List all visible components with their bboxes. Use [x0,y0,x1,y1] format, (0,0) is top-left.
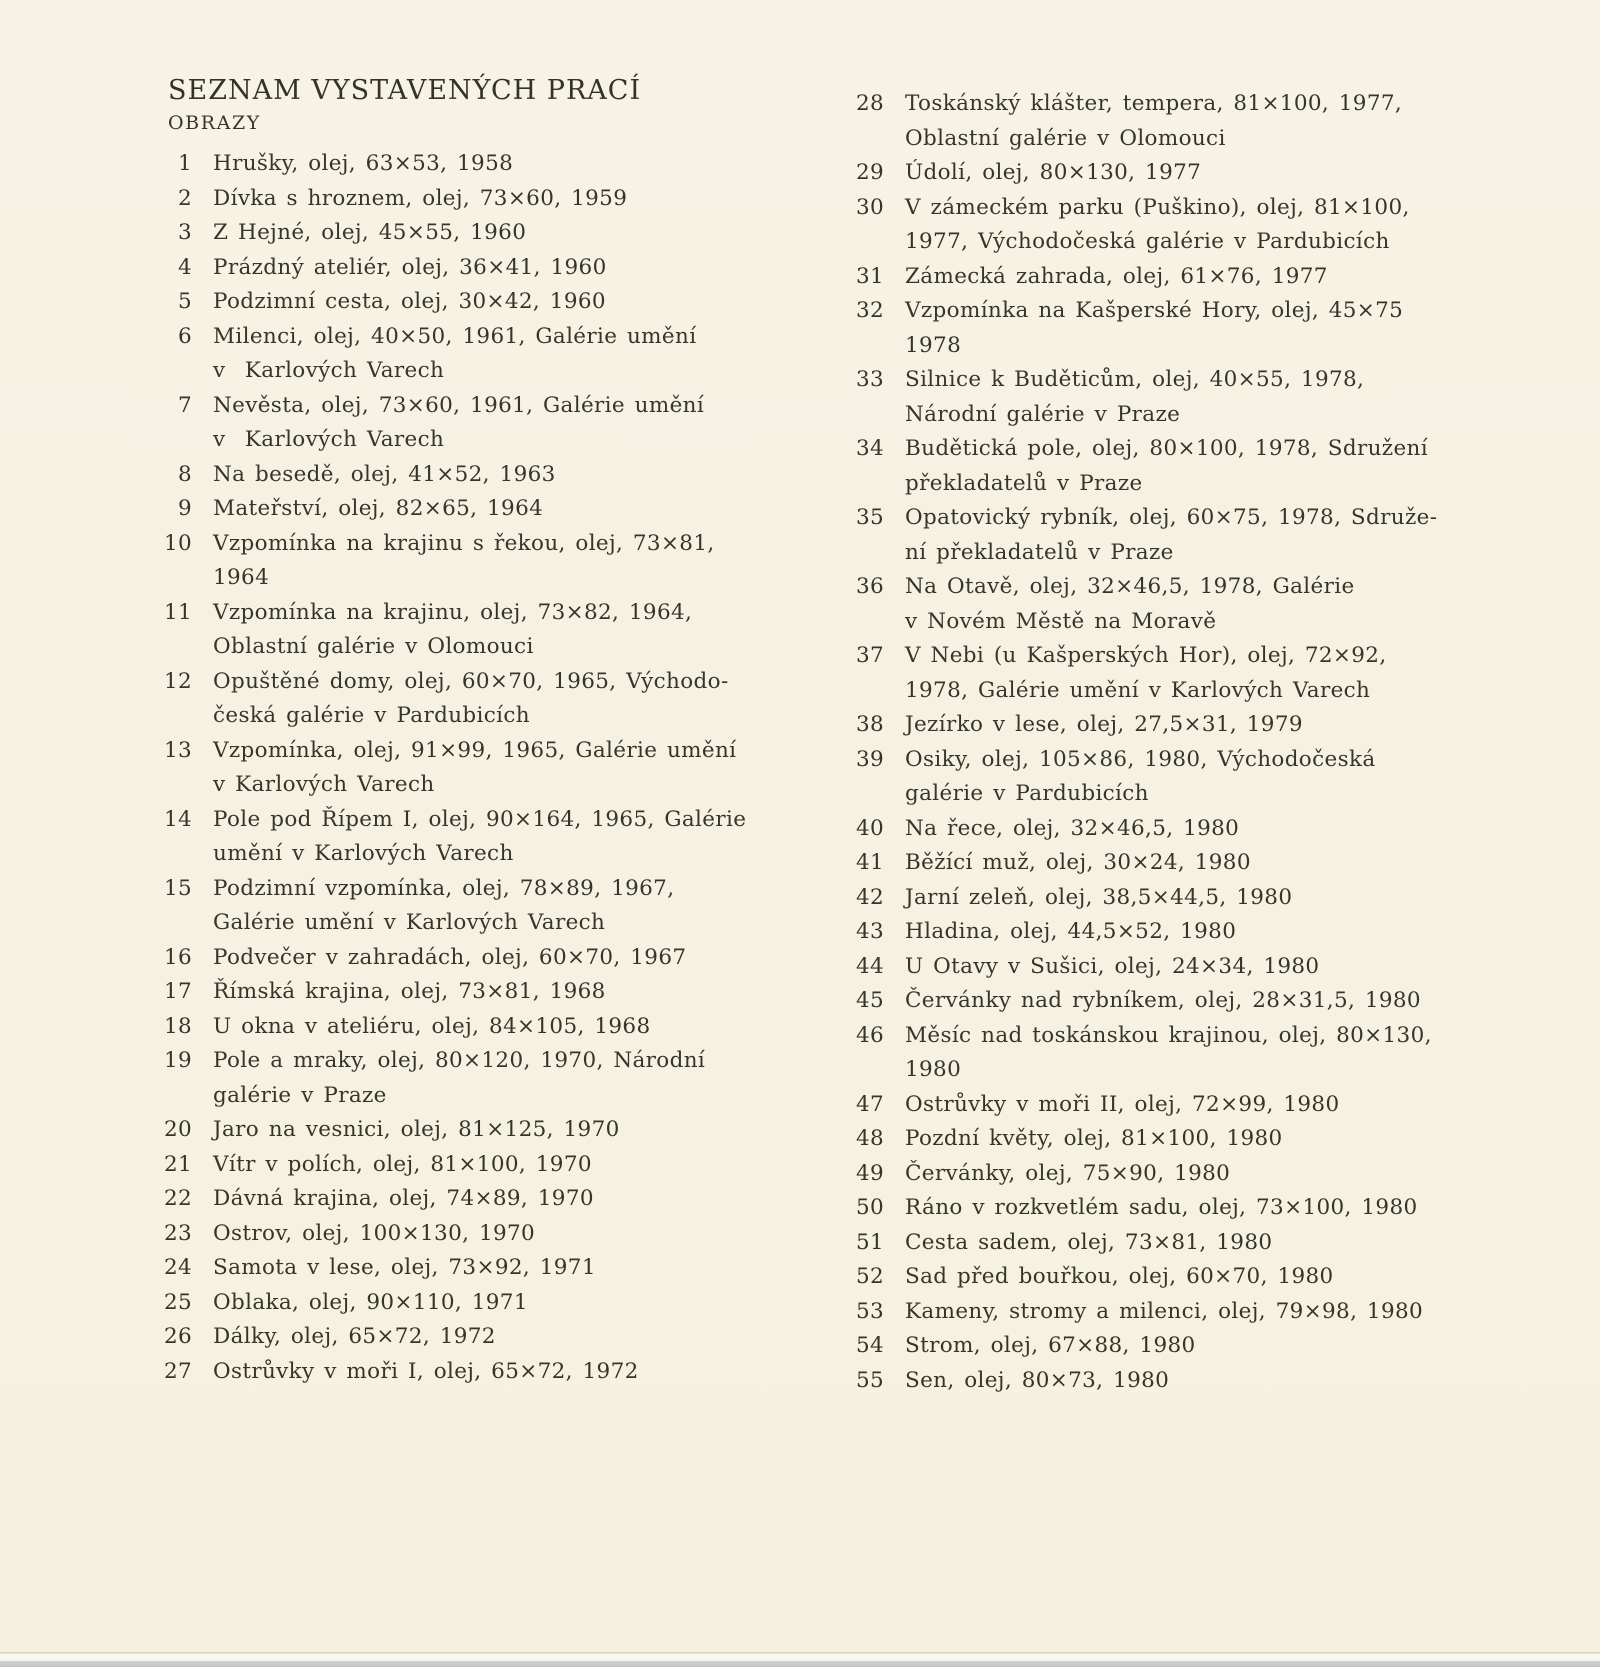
item-text [213,251,607,286]
list-item [836,743,1576,812]
item-text [213,527,715,596]
list-item [836,1329,1576,1364]
item-text [905,846,1251,881]
item-number: 1 [178,151,192,176]
list-item [144,1217,854,1252]
item-number: 35 [856,505,884,530]
list-item [144,1010,854,1045]
item-text [213,1320,496,1355]
item-number: 24 [164,1255,192,1280]
item-text-line: Oblastní galérie v Olomouci [213,634,534,659]
list-item [144,665,854,734]
item-number: 55 [856,1367,884,1393]
item-number: 12 [164,668,192,694]
list-item [836,570,1576,639]
list-item [836,1364,1576,1399]
item-text-line: Pole pod Řípem I, olej, 90×164, 1965, Galérie [213,806,747,832]
item-text [213,1286,528,1321]
list-item [836,260,1576,295]
item-number: 44 [856,953,884,979]
list-item [144,803,854,872]
item-number: 42 [856,884,884,910]
list-item [144,1148,854,1183]
list-item [144,1355,854,1390]
item-text-line: Pole a mraky, olej, 80×120, 1970, Národní [213,1048,706,1073]
list-item [836,812,1576,847]
item-text [905,570,1355,639]
item-text-line: Ostrůvky v moři I, olej, 65×72, 1972 [213,1358,639,1384]
item-number: 43 [856,919,884,944]
item-number: 39 [856,746,884,772]
item-text [213,1355,639,1390]
list-item [836,881,1576,916]
item-text-line: Nevěsta, olej, 73×60, 1961, Galérie umění [213,392,705,418]
item-text-line: Osiky, olej, 105×86, 1980, Východočeská [905,746,1376,772]
item-text [905,915,1236,950]
item-text-line: Toskánský klášter, tempera, 81×100, 1977, [905,91,1403,116]
item-text [213,665,729,734]
item-text [213,147,513,182]
item-number: 13 [164,737,192,763]
item-text [213,182,627,217]
item-text [905,1364,1169,1399]
item-text-line: Vzpomínka na Kašperské Hory, olej, 45×75 [905,298,1404,323]
item-text-line: Zámecká zahrada, olej, 61×76, 1977 [905,263,1328,289]
left-column [144,74,854,1389]
item-number: 18 [164,1013,192,1039]
works-list-left [144,147,854,1389]
item-text [213,216,526,251]
item-text [905,432,1428,501]
item-number: 5 [178,289,192,314]
item-text [905,1157,1230,1192]
list-item [836,501,1576,570]
section-label: OBRAZY [168,112,261,134]
item-text [213,941,686,976]
item-number: 21 [164,1151,192,1177]
item-text-line: Dívka s hroznem, olej, 73×60, 1959 [213,185,628,211]
list-item [144,975,854,1010]
list-item [836,87,1576,156]
item-text [905,984,1421,1019]
item-text-line: Z Hejné, olej, 45×55, 1960 [213,220,527,245]
list-item [836,915,1576,950]
item-text [905,156,1201,191]
item-text-line: Vzpomínka, olej, 91×99, 1965, Galérie umění [213,737,737,763]
item-text-line: Pozdní květy, olej, 81×100, 1980 [905,1126,1283,1151]
item-number: 4 [178,254,192,280]
item-number: 38 [856,712,884,737]
item-text [213,1182,594,1217]
item-number: 29 [856,160,884,185]
item-text [213,872,674,941]
item-text [213,1251,596,1286]
list-item [144,941,854,976]
item-text-line: Cesta sadem, olej, 73×81, 1980 [905,1229,1273,1255]
item-text [905,260,1328,295]
item-text-line: U okna v ateliéru, olej, 84×105, 1968 [213,1013,651,1039]
item-text [905,87,1402,156]
item-number: 25 [164,1289,192,1315]
item-number: 6 [178,323,192,349]
item-text-line: Jaro na vesnici, olej, 81×125, 1970 [213,1117,620,1142]
item-number: 40 [856,815,884,841]
item-text [905,743,1376,812]
item-text-line: galérie v Pardubicích [905,781,1149,806]
item-number: 53 [856,1298,884,1324]
list-item [144,251,854,286]
list-item [144,1113,854,1148]
item-text-line: Římská krajina, olej, 73×81, 1968 [213,979,606,1004]
item-text-line: Mateřství, olej, 82×65, 1964 [213,496,544,521]
item-text-line: Sad před bouřkou, olej, 60×70, 1980 [905,1264,1334,1289]
item-text-line: Červánky nad rybníkem, olej, 28×31,5, 1980 [905,988,1421,1013]
list-item [836,1295,1576,1330]
item-number: 30 [856,194,884,220]
list-item [144,182,854,217]
list-item [836,1260,1576,1295]
item-text [905,1191,1418,1226]
item-text [905,1260,1334,1295]
item-text-line: Dávná krajina, olej, 74×89, 1970 [213,1186,594,1211]
item-text-line: Běžící muž, olej, 30×24, 1980 [905,850,1251,875]
item-number: 14 [164,806,192,832]
item-number: 48 [856,1126,884,1151]
item-text [213,803,746,872]
list-item [836,294,1576,363]
item-text-line: Galérie umění v Karlových Varech [213,910,606,935]
item-number: 22 [164,1186,192,1211]
item-text [213,492,543,527]
item-number: 32 [856,298,884,323]
item-text [213,458,556,493]
item-number: 49 [856,1160,884,1186]
item-text-line: ní překladatelů v Praze [905,539,1174,565]
item-text-line: Vítr v polích, olej, 81×100, 1970 [213,1151,592,1177]
item-number: 27 [164,1358,192,1384]
item-number: 20 [164,1117,192,1142]
item-text [905,294,1403,363]
list-item [144,734,854,803]
right-column [836,78,1576,1398]
item-text-line: Měsíc nad toskánskou krajinou, olej, 80×130, [905,1022,1432,1048]
item-text-line: Na besedě, olej, 41×52, 1963 [213,461,556,487]
item-text-line: V zámeckém parku (Puškino), olej, 81×100, [905,194,1410,220]
item-text-line: Na řece, olej, 32×46,5, 1980 [905,815,1240,841]
item-number: 16 [164,944,192,970]
item-text-line: V Nebi (u Kašperských Hor), olej, 72×92, [905,643,1387,668]
item-number: 17 [164,979,192,1004]
item-text [905,1122,1283,1157]
item-number: 54 [856,1333,884,1358]
item-number: 9 [178,496,192,521]
list-item [836,1019,1576,1088]
item-text [213,1113,620,1148]
list-item [836,1122,1576,1157]
item-text-line: Oblastní galérie v Olomouci [905,125,1226,151]
item-text-line: Údolí, olej, 80×130, 1977 [905,160,1202,185]
item-text-line: Ostrov, olej, 100×130, 1970 [213,1220,536,1246]
item-text-line: U Otavy v Sušici, olej, 24×34, 1980 [905,953,1320,979]
list-item [836,1088,1576,1123]
item-text-line: v Karlových Varech [213,427,445,452]
item-text-line: umění v Karlových Varech [213,841,514,866]
item-text-line: 1978, Galérie umění v Karlových Varech [905,677,1371,703]
item-text [213,734,736,803]
item-text-line: Ráno v rozkvetlém sadu, olej, 73×100, 1980 [905,1195,1418,1220]
item-text-line: Dálky, olej, 65×72, 1972 [213,1324,496,1349]
list-item [144,596,854,665]
list-item [144,389,854,458]
page-title: SEZNAM VYSTAVENÝCH PRACÍ [168,75,642,106]
item-text-line: 1964 [213,565,270,590]
item-text-line: Opuštěné domy, olej, 60×70, 1965, Východo- [213,668,729,694]
item-number: 34 [856,436,884,461]
item-number: 50 [856,1195,884,1220]
item-number: 7 [178,392,192,418]
item-number: 3 [178,220,192,245]
item-text [905,881,1292,916]
list-item [144,872,854,941]
item-text-line: česká galérie v Pardubicích [213,703,530,728]
item-text-line: překladatelů v Praze [905,470,1143,496]
item-text [905,191,1410,260]
list-item [144,458,854,493]
list-item [836,432,1576,501]
item-number: 19 [164,1048,192,1073]
list-item [836,950,1576,985]
item-text-line: Podzimní vzpomínka, olej, 78×89, 1967, [213,875,675,901]
item-text-line: Sen, olej, 80×73, 1980 [905,1367,1170,1393]
item-text [213,1010,650,1045]
item-number: 2 [178,185,192,211]
item-text-line: Hladina, olej, 44,5×52, 1980 [905,919,1237,944]
list-item [836,191,1576,260]
list-item [836,846,1576,881]
item-text-line: galérie v Praze [213,1082,387,1108]
item-number: 28 [856,91,884,116]
item-text-line: Ostrůvky v moři II, olej, 72×99, 1980 [905,1091,1340,1117]
item-text [905,1329,1196,1364]
list-item [144,285,854,320]
item-text-line: Na Otavě, olej, 32×46,5, 1978, Galérie [905,574,1355,599]
item-number: 45 [856,988,884,1013]
list-item [144,1286,854,1321]
list-item [144,1251,854,1286]
list-item [836,363,1576,432]
item-text [213,1217,535,1252]
item-text-line: Jezírko v lese, olej, 27,5×31, 1979 [905,712,1303,737]
item-text [905,363,1364,432]
item-number: 31 [856,263,884,289]
item-text-line: Kameny, stromy a milenci, olej, 79×98, 1980 [905,1298,1424,1324]
item-text-line: Strom, olej, 67×88, 1980 [905,1333,1196,1358]
list-item [836,639,1576,708]
item-text [905,501,1437,570]
works-list-right [836,87,1576,1398]
list-item [144,1182,854,1217]
item-text [905,950,1319,985]
item-text [905,1088,1339,1123]
item-number: 11 [164,599,192,625]
item-text [905,639,1387,708]
list-item [144,1044,854,1113]
item-text-line: Oblaka, olej, 90×110, 1971 [213,1289,528,1315]
item-text [213,1044,705,1113]
item-number: 41 [856,850,884,875]
item-number: 52 [856,1264,884,1289]
item-text [213,285,606,320]
item-text [213,389,704,458]
item-number: 10 [164,530,192,556]
list-item [144,320,854,389]
list-item [144,1320,854,1355]
item-text-line: Hrušky, olej, 63×53, 1958 [213,151,514,176]
item-number: 37 [856,643,884,668]
item-number: 51 [856,1229,884,1255]
item-text-line: 1978 [905,332,962,358]
list-item [144,147,854,182]
item-text [213,975,606,1010]
item-number: 15 [164,875,192,901]
list-item [144,492,854,527]
item-text-line: Vzpomínka na krajinu s řekou, olej, 73×81, [213,530,715,556]
item-text-line: v Karlových Varech [213,772,435,797]
item-number: 36 [856,574,884,599]
list-item [836,1157,1576,1192]
item-text [213,596,692,665]
list-item [836,984,1576,1019]
item-text-line: Podvečer v zahradách, olej, 60×70, 1967 [213,944,687,970]
item-text-line: Podzimní cesta, olej, 30×42, 1960 [213,289,606,314]
list-item [836,156,1576,191]
page-bottom-edge [0,1652,1600,1667]
item-text-line: Prázdný ateliér, olej, 36×41, 1960 [213,254,607,280]
item-text-line: Národní galérie v Praze [905,401,1181,427]
item-text-line: 1980 [905,1057,962,1082]
item-number: 8 [178,461,192,487]
item-text-line: Silnice k Buděticům, olej, 40×55, 1978, [905,367,1365,392]
item-text-line: Budětická pole, olej, 80×100, 1978, Sdružení [905,436,1428,461]
list-item [836,1191,1576,1226]
list-item [836,1226,1576,1261]
item-text-line: Vzpomínka na krajinu, olej, 73×82, 1964, [213,599,693,625]
item-text-line: Samota v lese, olej, 73×92, 1971 [213,1255,596,1280]
item-text [905,1019,1432,1088]
item-text-line: Červánky, olej, 75×90, 1980 [905,1160,1231,1186]
item-text-line: Opatovický rybník, olej, 60×75, 1978, Sdruže- [905,505,1438,530]
item-text-line: v Karlových Varech [213,358,445,383]
list-item [836,708,1576,743]
item-text [905,1295,1423,1330]
item-number: 46 [856,1022,884,1048]
list-item [144,527,854,596]
item-number: 33 [856,367,884,392]
item-text-line: Jarní zeleň, olej, 38,5×44,5, 1980 [905,884,1293,910]
item-text [213,320,696,389]
item-text [905,708,1303,743]
item-text-line: 1977, Východočeská galérie v Pardubicích [905,229,1390,254]
item-number: 47 [856,1091,884,1117]
item-text-line: Milenci, olej, 40×50, 1961, Galérie umění [213,323,697,349]
item-number: 26 [164,1324,192,1349]
item-text [213,1148,592,1183]
item-text [905,1226,1272,1261]
list-item [144,216,854,251]
item-text-line: v Novém Městě na Moravě [905,608,1217,634]
item-number: 23 [164,1220,192,1246]
item-text [905,812,1239,847]
